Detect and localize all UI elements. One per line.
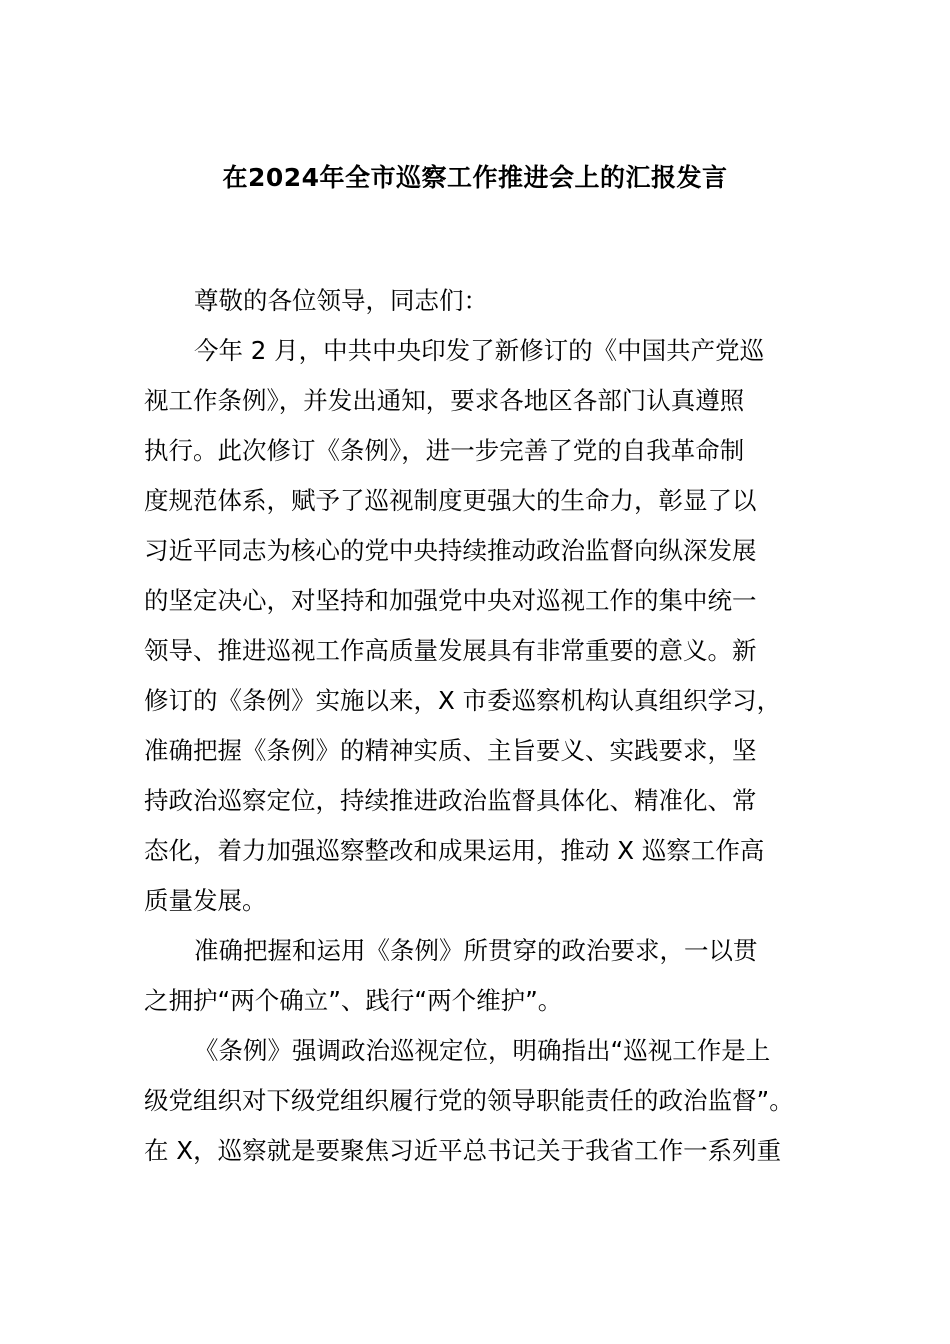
- paragraph-line: 态化，着力加强巡察整改和成果运用，推动 X 巡察工作高: [144, 836, 765, 865]
- paragraph-line: 在 X，巡察就是要聚焦习近平总书记关于我省工作一系列重: [144, 1136, 782, 1165]
- paragraph-line: 之拥护“两个确立”、践行“两个维护”。: [144, 986, 563, 1015]
- paragraph-line: 级党组织对下级党组织履行党的领导职能责任的政治监督”。: [144, 1086, 794, 1115]
- paragraph-line: 执行。此次修订《条例》，进一步完善了党的自我革命制: [144, 436, 745, 465]
- paragraph-line: 的坚定决心，对坚持和加强党中央对巡视工作的集中统一: [144, 586, 757, 615]
- paragraph-line: 今年 2 月，中共中央印发了新修订的《中国共产党巡: [194, 336, 765, 365]
- paragraph-line: 度规范体系，赋予了巡视制度更强大的生命力，彰显了以: [144, 486, 757, 515]
- paragraph-line: 持政治巡察定位，持续推进政治监督具体化、精准化、常: [144, 786, 757, 815]
- paragraph-line: 《条例》强调政治巡视定位，明确指出“巡视工作是上: [194, 1036, 771, 1065]
- paragraph-line: 领导、推进巡视工作高质量发展具有非常重要的意义。新: [144, 636, 757, 665]
- paragraph-line: 准确把握和运用《条例》所贯穿的政治要求，一以贯: [194, 936, 758, 965]
- paragraph-line: 修订的《条例》实施以来，X 市委巡察机构认真组织学习，: [144, 686, 782, 715]
- document-title: 在2024年全市巡察工作推进会上的汇报发言: [222, 163, 728, 192]
- paragraph-line: 准确把握《条例》的精神实质、主旨要义、实践要求，坚: [144, 736, 757, 765]
- paragraph-line: 视工作条例》，并发出通知，要求各地区各部门认真遵照: [144, 386, 745, 415]
- paragraph-line: 习近平同志为核心的党中央持续推动政治监督向纵深发展: [144, 536, 757, 565]
- salutation-line: 尊敬的各位领导，同志们：: [194, 286, 488, 315]
- paragraph-line: 质量发展。: [144, 886, 267, 915]
